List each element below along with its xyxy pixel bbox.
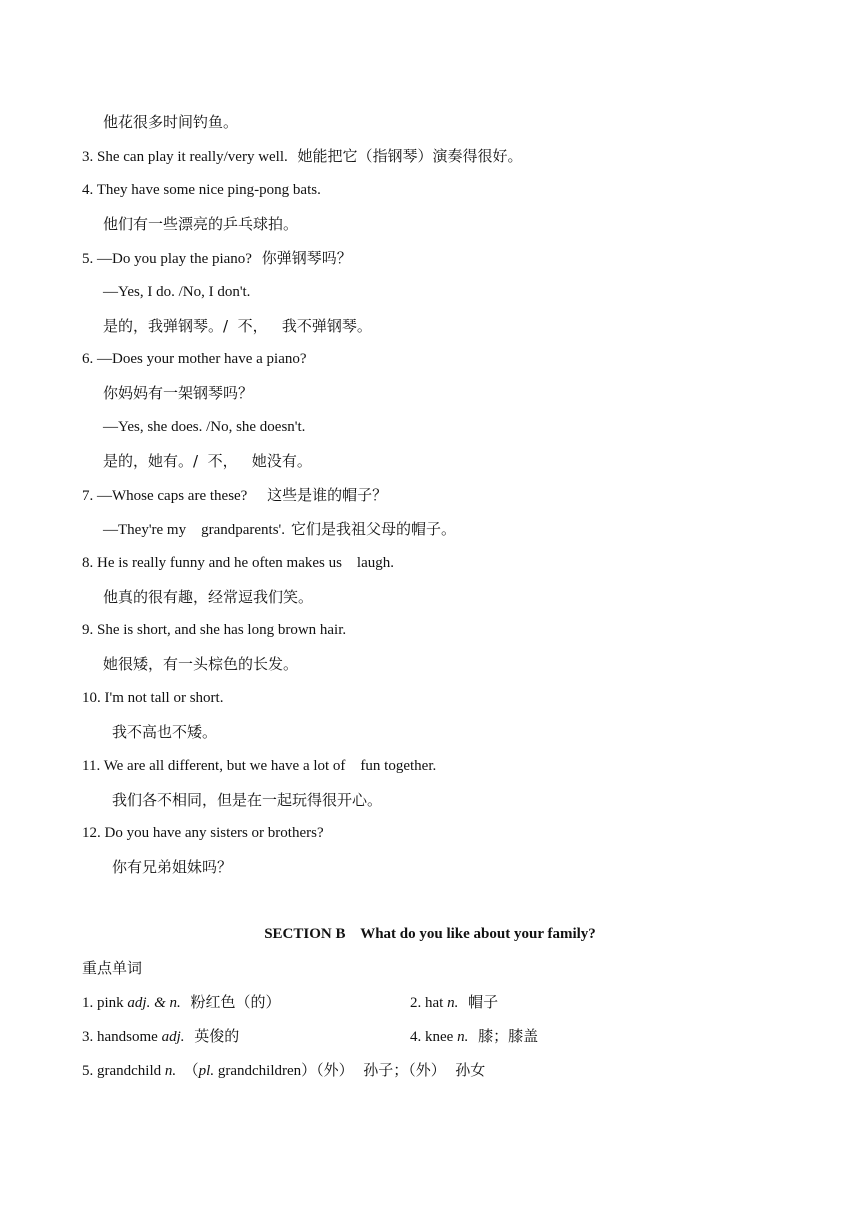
sentence-number: 11.: [82, 758, 101, 774]
sentence-6-reply: —Yes, she does. /No, she doesn't.: [103, 419, 306, 435]
sentence-english: Do you have any sisters or brothers?: [104, 825, 324, 841]
sentence-english: —Whose caps are these?: [97, 488, 248, 504]
sentence-number: 9.: [82, 622, 94, 638]
sentence-6-reply-translation: 是的，她有。/ 不， 她没有。: [103, 452, 312, 470]
sentence-translation: 这些是谁的帽子？: [267, 486, 388, 504]
vocab-pos: n.: [447, 995, 459, 1011]
sentence-english: They have some nice ping-pong bats.: [96, 182, 321, 198]
sentence-number: 12.: [82, 825, 101, 841]
vocab-word: hat: [425, 995, 444, 1011]
sentence-7-reply: [103, 519, 456, 540]
sentence-7: [82, 485, 387, 506]
sentence-english: —Do you play the piano?: [97, 251, 252, 267]
sentence-4-translation: 他们有一些漂亮的乒乓球拍。: [103, 215, 299, 233]
vocab-meaning: 英俊的: [194, 1027, 240, 1045]
sentence-number: 5.: [82, 251, 94, 267]
sentence-number: 8.: [82, 555, 94, 571]
sentence-5: [82, 248, 352, 269]
vocab-number: 1.: [82, 995, 94, 1011]
section-b-title: SECTION B What do you like about your family?: [264, 926, 596, 942]
vocab-item-1: [82, 992, 281, 1013]
vocab-pos: n.: [164, 1063, 177, 1079]
vocab-number: 2.: [410, 995, 422, 1011]
sentence-number: 7.: [82, 488, 94, 504]
sentence-english: She is short, and she has long brown hair.: [97, 622, 347, 638]
vocab-number: 4.: [410, 1029, 422, 1045]
vocab-word: handsome: [97, 1029, 158, 1045]
vocab-number: 5.: [82, 1063, 94, 1079]
vocab-meaning: 膝；膝盖: [478, 1027, 539, 1045]
sentence-number: 10.: [82, 690, 101, 706]
sentence-reply-english: —They're my grandparents'.: [103, 522, 286, 538]
sentence-reply-translation: 它们是我祖父母的帽子。: [291, 520, 457, 538]
vocab-item-4: [410, 1026, 538, 1047]
vocab-meaning: 粉红色（的）: [190, 993, 281, 1011]
vocab-pos: adj. & n.: [127, 995, 181, 1011]
sentence-9-translation: 她很矮，有一头棕色的长发。: [103, 655, 299, 673]
sentence-4: [82, 180, 321, 200]
vocab-word: grandchild: [97, 1063, 162, 1079]
sentence-translation: 她能把它（指钢琴）演奏得很好。: [297, 147, 523, 165]
sentence-12-translation: 你有兄弟姐妹吗？: [112, 858, 233, 876]
vocab-word: knee: [425, 1029, 454, 1045]
sentence-5-reply: —Yes, I do. /No, I don't.: [103, 284, 251, 300]
sentence-8-translation: 他真的很有趣，经常逗我们笑。: [103, 588, 314, 606]
sentence-english: We are all different, but we have a lot of fun together.: [103, 758, 437, 774]
vocab-heading: 重点单词: [82, 959, 143, 977]
sentence-english: She can play it really/very well.: [97, 149, 288, 165]
vocab-item-5: [82, 1060, 485, 1081]
sentence-12: [82, 823, 324, 843]
sentence-translation: 你弹钢琴吗？: [261, 249, 352, 267]
vocab-note-open: （: [183, 1061, 199, 1079]
vocab-word: pink: [97, 995, 124, 1011]
sentence-11-translation: 我们各不相同，但是在一起玩得很开心。: [112, 791, 383, 809]
vocab-number: 3.: [82, 1029, 94, 1045]
vocab-note-close: ）: [301, 1061, 317, 1079]
sentence-6-translation: 你妈妈有一架钢琴吗？: [103, 384, 254, 402]
sentence-english: He is really funny and he often makes us laugh.: [97, 555, 395, 571]
sentence-english: —Does your mother have a piano?: [97, 351, 307, 367]
sentence-9: [82, 620, 346, 640]
sentence-number: 4.: [82, 182, 94, 198]
vocab-meaning: （外） 孙子；（外） 孙女: [316, 1061, 486, 1079]
sentence-number: 3.: [82, 149, 94, 165]
sentence-10: [82, 688, 223, 708]
sentence-11: [82, 756, 436, 776]
sentence-6: [82, 349, 307, 369]
sentence-2-translation: 他花很多时间钓鱼。: [103, 113, 239, 131]
vocab-item-3: [82, 1026, 239, 1047]
sentence-5-reply-translation: 是的，我弹钢琴。/ 不， 我不弹钢琴。: [103, 317, 372, 335]
vocab-pos: n.: [457, 1029, 469, 1045]
vocab-item-2: [410, 992, 498, 1013]
vocab-note-word: grandchildren: [217, 1063, 302, 1079]
sentence-8: [82, 553, 394, 573]
sentence-number: 6.: [82, 351, 94, 367]
vocab-note-pos: pl.: [198, 1063, 215, 1079]
vocab-pos: adj.: [161, 1029, 185, 1045]
vocab-meaning: 帽子: [468, 993, 499, 1011]
sentence-3: [82, 146, 523, 167]
sentence-10-translation: 我不高也不矮。: [112, 723, 218, 741]
sentence-english: I'm not tall or short.: [104, 690, 224, 706]
